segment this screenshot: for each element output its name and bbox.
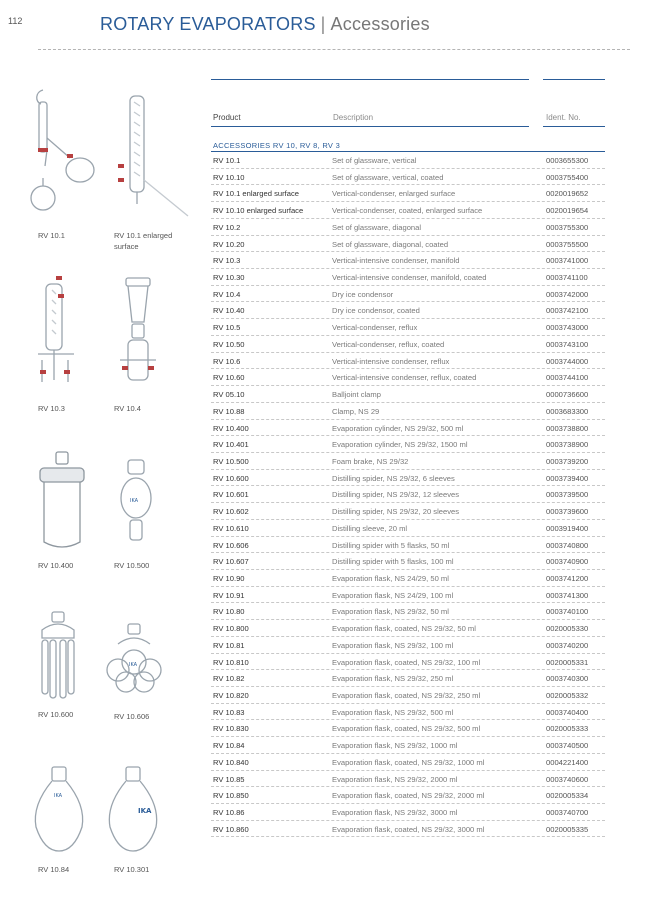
product-cell: RV 10.602: [213, 507, 249, 517]
table-row: [211, 252, 605, 269]
product-cell: RV 10.30: [213, 273, 245, 283]
page-title-separator: |: [320, 14, 326, 34]
table-row: [211, 219, 605, 236]
product-cell: RV 10.3: [213, 256, 241, 266]
table-row: [211, 436, 605, 453]
ident-cell: 0003740200: [546, 640, 589, 650]
product-cell: RV 10.4: [213, 289, 241, 299]
table-row: [211, 269, 605, 286]
vertical-glassware-icon: [25, 88, 95, 218]
product-cell: RV 10.40: [213, 306, 245, 316]
description-cell: Evaporation flask, NS 29/32, 500 ml: [332, 707, 454, 717]
description-cell: Evaporation flask, coated, NS 29/32, 2000 ml: [332, 791, 485, 801]
ident-cell: 0003742000: [546, 289, 589, 299]
description-cell: Distilling spider, NS 29/32, 6 sleeves: [332, 473, 455, 483]
description-cell: Evaporation flask, coated, NS 29/32, 250 ml: [332, 691, 481, 700]
description-cell: Evaporation cylinder, NS 29/32, 500 ml: [332, 423, 464, 433]
svg-text:IKA: IKA: [138, 807, 152, 815]
product-cell: RV 10.6: [213, 356, 241, 366]
product-cell: RV 10.90: [213, 573, 245, 583]
thumb-label: RV 10.1 enlarged surface: [114, 231, 173, 251]
description-cell: Vertical-condenser, enlarged surface: [332, 189, 456, 199]
ident-cell: 0004221400: [546, 757, 589, 767]
product-cell: RV 05.10: [213, 390, 245, 400]
description-cell: Distilling sleeve, 20 ml: [332, 523, 408, 533]
thumb-label: RV 10.600: [38, 710, 74, 719]
description-cell: Dry ice condensor: [332, 289, 394, 299]
table-row: [211, 470, 605, 487]
table-row: [211, 821, 605, 838]
table-row: [211, 453, 605, 470]
description-cell: Evaporation flask, coated, NS 29/32, 1000 ml: [332, 757, 485, 767]
ident-cell: 0003741100: [546, 273, 588, 283]
ident-cell: 0003755300: [546, 222, 589, 232]
ident-cell: 0003740500: [546, 741, 589, 751]
product-cell: RV 10.400: [213, 423, 249, 433]
ident-cell: 0003740600: [546, 774, 589, 784]
table-row: [211, 720, 605, 737]
description-cell: Vertical-intensive condenser, manifold: [332, 256, 460, 266]
product-cell: RV 10.10: [213, 172, 245, 182]
ident-cell: 0003744100: [546, 373, 589, 383]
table-row: [211, 704, 605, 721]
foam-brake-icon: [114, 458, 184, 553]
section-title: ACCESSORIES RV 10, RV 8, RV 3: [213, 141, 341, 150]
description-cell: Evaporation flask, coated, NS 29/32, 500 ml: [332, 724, 481, 734]
thumb-label: RV 10.4: [114, 404, 141, 413]
table-row: [211, 286, 605, 303]
page-title-sub: Accessories: [330, 14, 430, 34]
ident-cell: 0020005331: [546, 657, 589, 667]
ident-cell: 0003741200: [546, 573, 589, 583]
table-row: [211, 553, 605, 570]
product-cell: RV 10.50: [213, 339, 245, 349]
product-cell: RV 10.860: [213, 824, 249, 834]
product-cell: RV 10.5: [213, 323, 241, 333]
column-header-ident: Ident. No.: [546, 113, 581, 122]
header-rule-left: [211, 79, 529, 80]
table-row: [211, 570, 605, 587]
description-cell: Evaporation flask, NS 24/29, 100 ml: [332, 590, 454, 600]
ident-cell: 0020019654: [546, 206, 589, 216]
description-cell: Evaporation flask, coated, NS 29/32, 3000 ml: [332, 824, 485, 834]
table-row: [211, 420, 605, 437]
thumb-label: RV 10.500: [114, 561, 150, 570]
ident-cell: 0003738900: [546, 440, 589, 450]
table-row: [211, 403, 605, 420]
description-cell: Evaporation flask, NS 24/29, 50 ml: [332, 573, 449, 583]
product-cell: RV 10.600: [213, 473, 249, 483]
description-cell: Vertical-intensive condenser, manifold, coated: [332, 273, 487, 283]
table-row: [211, 486, 605, 503]
page-title: [100, 14, 430, 35]
distilling-spider-sleeves-icon: [30, 610, 100, 705]
product-cell: RV 10.82: [213, 674, 245, 684]
table-row: [211, 152, 605, 169]
table-row: [211, 537, 605, 554]
description-cell: Evaporation flask, NS 29/32, 100 ml: [332, 640, 454, 650]
product-cell: RV 10.606: [213, 540, 249, 550]
description-cell: Foam brake, NS 29/32: [332, 456, 409, 466]
product-cell: RV 10.88: [213, 406, 245, 416]
distilling-spider-flasks-icon: [104, 622, 174, 702]
evaporation-flask-icon: [30, 765, 100, 855]
table-row: [211, 369, 605, 386]
evaporation-flask-ika-icon: [104, 765, 174, 855]
table-row: [211, 737, 605, 754]
ident-cell: 0000736600: [546, 390, 589, 400]
ident-cell: 0003739600: [546, 507, 589, 517]
ident-cell: 0020019652: [546, 189, 589, 199]
table-row: [211, 353, 605, 370]
table-row: [211, 236, 605, 253]
description-cell: Evaporation flask, NS 29/32, 50 ml: [332, 607, 449, 617]
description-cell: Set of glassware, vertical, coated: [332, 172, 444, 182]
description-cell: Dry ice condensor, coated: [332, 306, 420, 316]
page-title-main: ROTARY EVAPORATORS: [100, 14, 316, 34]
ident-cell: 0003739400: [546, 473, 589, 483]
product-cell: RV 10.91: [213, 590, 245, 600]
table-row: [211, 386, 605, 403]
description-cell: Set of glassware, diagonal: [332, 222, 422, 232]
ident-cell: 0003740400: [546, 707, 589, 717]
product-cell: RV 10.80: [213, 607, 245, 617]
table-row: [211, 620, 605, 637]
table-row: [211, 302, 605, 319]
ident-cell: 0003919400: [546, 523, 589, 533]
evaporation-cylinder-icon: [34, 450, 104, 555]
description-cell: Vertical-condenser, coated, enlarged surface: [332, 206, 483, 216]
product-cell: RV 10.820: [213, 691, 249, 700]
svg-text:IKA: IKA: [129, 662, 138, 668]
ident-cell: 0003743100: [546, 339, 589, 349]
ident-cell: 0020005333: [546, 724, 589, 734]
product-cell: RV 10.840: [213, 757, 249, 767]
product-cell: RV 10.84: [213, 741, 245, 751]
description-cell: Evaporation cylinder, NS 29/32, 1500 ml: [332, 440, 468, 450]
table-row: [211, 787, 605, 804]
table-row: [211, 754, 605, 771]
product-cell: RV 10.83: [213, 707, 245, 717]
product-cell: RV 10.81: [213, 640, 245, 650]
ident-cell: 0003741000: [546, 256, 589, 266]
svg-text:IKA: IKA: [130, 498, 139, 504]
intensive-condenser-icon: [30, 270, 100, 400]
ident-cell: 0020005335: [546, 824, 589, 834]
header-underline-left: [211, 126, 529, 127]
table-row: [211, 670, 605, 687]
header-divider: [38, 49, 630, 50]
table-row: [211, 637, 605, 654]
description-cell: Clamp, NS 29: [332, 406, 380, 416]
product-cell: RV 10.60: [213, 373, 245, 383]
header-rule-right: [543, 79, 605, 80]
product-cell: RV 10.601: [213, 490, 249, 500]
ident-cell: 0003740100: [546, 607, 589, 617]
description-cell: Balljoint clamp: [332, 390, 381, 400]
ident-cell: 0003742100: [546, 306, 589, 316]
ident-cell: 0003740700: [546, 808, 589, 818]
table-row: [211, 603, 605, 620]
ident-cell: 0003739500: [546, 490, 589, 500]
description-cell: Evaporation flask, NS 29/32, 250 ml: [332, 674, 454, 684]
thumb-label: RV 10.301: [114, 865, 150, 874]
product-cell: RV 10.20: [213, 239, 245, 249]
description-cell: Vertical-condenser, reflux, coated: [332, 339, 445, 349]
product-table: [211, 152, 605, 837]
table-row: [211, 185, 605, 202]
table-row: [211, 520, 605, 537]
table-row: [211, 804, 605, 821]
description-cell: Distilling spider with 5 flasks, 100 ml: [332, 557, 454, 567]
product-cell: RV 10.2: [213, 222, 241, 232]
product-cell: RV 10.401: [213, 440, 249, 450]
description-cell: Distilling spider with 5 flasks, 50 ml: [332, 540, 450, 550]
page-number: 112: [8, 16, 23, 26]
ident-cell: 0020005334: [546, 791, 589, 801]
table-row: [211, 771, 605, 788]
thumb-label: RV 10.400: [38, 561, 74, 570]
product-cell: RV 10.610: [213, 523, 249, 533]
ident-cell: 0003738800: [546, 423, 589, 433]
table-row: [211, 654, 605, 671]
description-cell: Evaporation flask, coated, NS 29/32, 50 ml: [332, 624, 476, 634]
description-cell: Set of glassware, diagonal, coated: [332, 239, 449, 249]
table-row: [211, 202, 605, 219]
thumb-label: RV 10.84: [38, 865, 70, 874]
thumb-label: RV 10.1: [38, 231, 65, 240]
ident-cell: 0003655300: [546, 156, 589, 165]
product-cell: RV 10.810: [213, 657, 249, 667]
description-cell: Vertical-condenser, reflux: [332, 323, 418, 333]
ident-cell: 0003743000: [546, 323, 589, 333]
description-cell: Evaporation flask, NS 29/32, 3000 ml: [332, 808, 458, 818]
ident-cell: 0003739200: [546, 456, 589, 466]
product-cell: RV 10.85: [213, 774, 245, 784]
product-cell: RV 10.1 enlarged surface: [213, 189, 299, 199]
table-row: [211, 319, 605, 336]
ident-cell: 0003741300: [546, 590, 589, 600]
ident-cell: 0003683300: [546, 406, 589, 416]
ident-cell: 0020005332: [546, 691, 589, 700]
table-row: [211, 587, 605, 604]
column-header-description: Description: [333, 113, 374, 122]
description-cell: Vertical-intensive condenser, reflux, coated: [332, 373, 477, 383]
description-cell: Distilling spider, NS 29/32, 20 sleeves: [332, 507, 460, 517]
product-cell: RV 10.10 enlarged surface: [213, 206, 304, 216]
ident-cell: 0003755400: [546, 172, 589, 182]
description-cell: Evaporation flask, NS 29/32, 2000 ml: [332, 774, 458, 784]
description-cell: Vertical-intensive condenser, reflux: [332, 356, 450, 366]
thumb-label: RV 10.3: [38, 404, 65, 413]
dry-ice-condenser-icon: [110, 272, 180, 397]
product-cell: RV 10.850: [213, 791, 249, 801]
table-row: [211, 336, 605, 353]
product-cell: RV 10.607: [213, 557, 249, 567]
product-cell: RV 10.86: [213, 808, 245, 818]
header-underline-right: [543, 126, 605, 127]
product-cell: RV 10.1: [213, 156, 241, 165]
description-cell: Distilling spider, NS 29/32, 12 sleeves: [332, 490, 460, 500]
description-cell: Evaporation flask, coated, NS 29/32, 100 ml: [332, 657, 481, 667]
table-row: [211, 687, 605, 704]
svg-text:IKA: IKA: [54, 793, 63, 799]
ident-cell: 0020005330: [546, 624, 589, 634]
ident-cell: 0003740900: [546, 557, 589, 567]
enlarged-condenser-icon: [108, 92, 178, 222]
thumb-label: RV 10.606: [114, 712, 150, 721]
product-cell: RV 10.830: [213, 724, 249, 734]
ident-cell: 0003755500: [546, 239, 589, 249]
ident-cell: 0003744000: [546, 356, 589, 366]
table-row: [211, 503, 605, 520]
description-cell: Set of glassware, vertical: [332, 156, 417, 165]
ident-cell: 0003740800: [546, 540, 589, 550]
ident-cell: 0003740300: [546, 674, 589, 684]
product-cell: RV 10.500: [213, 456, 249, 466]
table-row: [211, 169, 605, 186]
column-header-product: Product: [213, 113, 241, 122]
description-cell: Evaporation flask, NS 29/32, 1000 ml: [332, 741, 458, 751]
product-cell: RV 10.800: [213, 624, 249, 634]
